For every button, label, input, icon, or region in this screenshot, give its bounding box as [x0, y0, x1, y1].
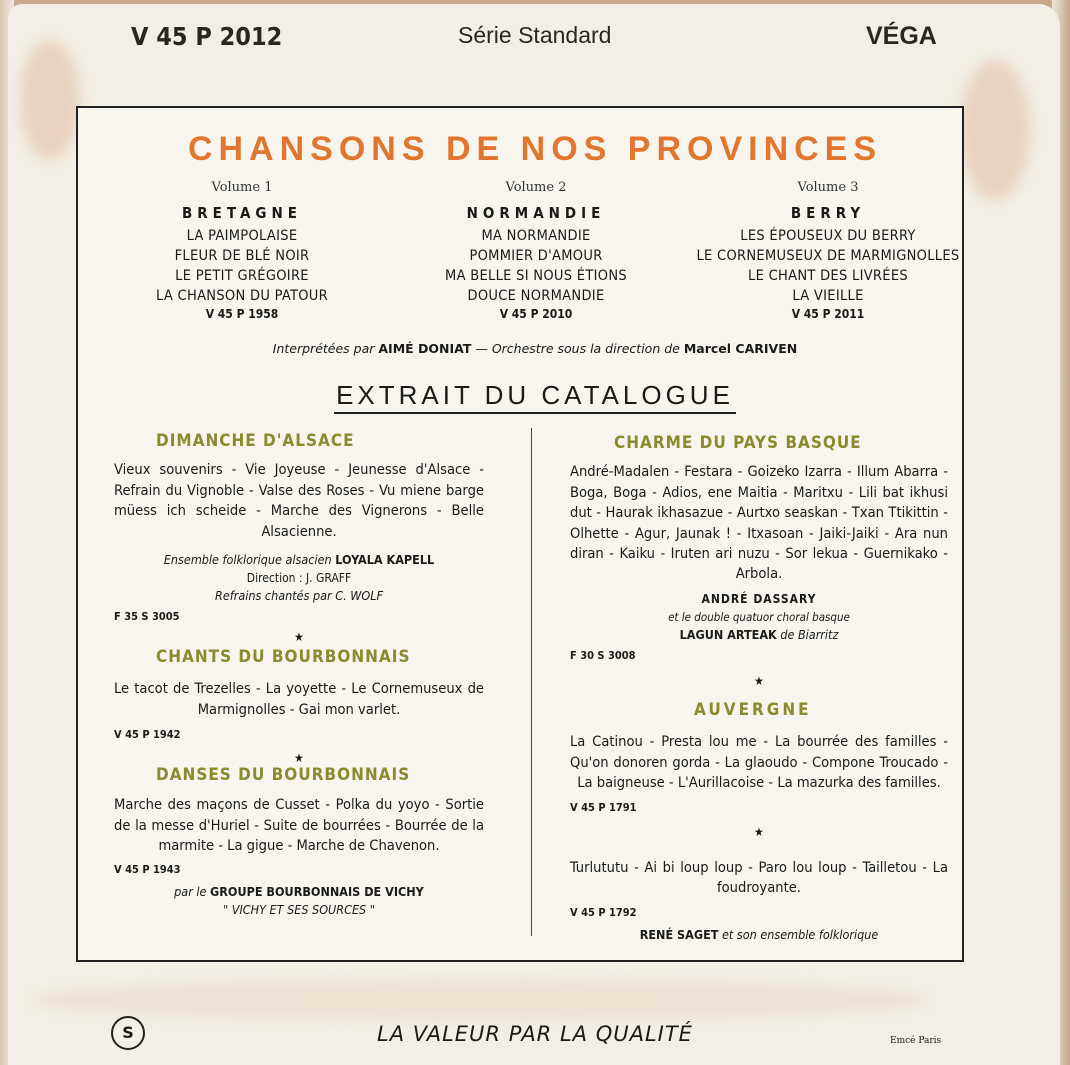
section-catalog: F 35 S 3005 — [114, 610, 180, 624]
province-name: NORMANDIE — [466, 204, 606, 222]
volume-catalog: V 45 P 1958 — [205, 307, 279, 321]
section-title: CHANTS DU BOURBONNAIS — [156, 647, 411, 667]
star-icon: ★ — [754, 673, 764, 688]
star-icon: ★ — [294, 630, 304, 645]
section-pays-basque — [570, 433, 948, 691]
ensemble-name: LAGUN ARTEAK — [679, 627, 777, 643]
vega-logo-icon: S — [111, 1016, 145, 1050]
volume-number: Volume 2 — [505, 180, 567, 195]
credit-text: et le double quatuor choral basque — [668, 610, 850, 625]
song-title: LA PAIMPOLAISE — [186, 228, 298, 244]
province-name: BERRY — [790, 204, 866, 222]
star-icon: ★ — [294, 750, 304, 765]
record-label: VÉGA — [866, 22, 937, 50]
section-text: Marche des maçons de Cusset - Polka du yoyo - Sortie de la messe d'Huriel - Suite de bourrées - Bourrée de la marmite - La gigue - Marche de Chavenon. — [114, 796, 484, 855]
artist-name: ANDRÉ DASSARY — [701, 591, 817, 606]
catalog-number: V 45 P 2012 — [131, 22, 283, 51]
singer-name: AIMÉ DONIAT — [378, 341, 472, 356]
song-title: DOUCE NORMANDIE — [467, 288, 605, 304]
section-danses-bourbonnais — [114, 765, 484, 919]
volume-number: Volume 1 — [211, 180, 273, 195]
credit-line — [114, 551, 484, 569]
song-title: LA VIEILLE — [792, 288, 864, 304]
page-title: CHANSONS DE NOS PROVINCES — [187, 130, 883, 168]
interp-mid: — Orchestre sous la direction de — [475, 341, 680, 356]
song-title: LE CORNEMUSEUX DE MARMIGNOLLES — [696, 248, 960, 264]
artist-name: RENÉ SAGET — [639, 927, 719, 943]
series-label: Série Standard — [458, 22, 612, 48]
section-catalog: V 45 P 1792 — [570, 905, 637, 919]
volume-column — [386, 180, 686, 321]
footer-slogan: LA VALEUR PAR LA QUALITÉ — [377, 1022, 693, 1046]
section-catalog: V 45 P 1943 — [114, 862, 181, 876]
star-icon: ★ — [754, 825, 764, 840]
interp-prefix: Interprétées par — [272, 341, 375, 356]
interpreters-line — [0, 341, 1070, 356]
section-catalog: F 30 S 3008 — [570, 649, 636, 663]
song-title: MA NORMANDIE — [481, 228, 591, 244]
section-text: André-Madalen - Festara - Goizeko Izarra - Illum Abarra - Boga, Boga - Adios, ene Maitia - Maritxu - Lili bat ikhusi dut - Haurak ikhasazue - Aurtxo seaskan - Txan Ttikittin - Olhette - Agur, Jaunak ! - Itxasoan - Jaiki-Jaiki - Ara nun diran - Kaiku - Iruten ari nuzu - Sor lekua - Guernikako - Arbola. — [570, 463, 948, 583]
catalog-heading — [0, 380, 1070, 411]
catalog-heading-text: EXTRAIT DU CATALOGUE — [334, 380, 736, 414]
volume-number: Volume 3 — [797, 180, 859, 195]
volume-catalog: V 45 P 2010 — [499, 307, 573, 321]
volume-column — [678, 180, 978, 321]
section-dimanche-alsace — [114, 431, 484, 648]
ensemble-name: GROUPE BOURBONNAIS DE VICHY — [210, 884, 424, 900]
conductor-name: Marcel CARIVEN — [683, 341, 798, 356]
credit-text: de Biarritz — [780, 627, 839, 643]
song-title: LE PETIT GRÉGOIRE — [175, 268, 309, 284]
credit-line — [570, 626, 948, 644]
section-title: DANSES DU BOURBONNAIS — [156, 765, 411, 785]
song-title: POMMIER D'AMOUR — [469, 248, 603, 264]
song-title: MA BELLE SI NOUS ÉTIONS — [445, 268, 627, 284]
credit-text: " VICHY ET SES SOURCES " — [223, 902, 375, 918]
section-catalog: V 45 P 1791 — [570, 800, 637, 814]
section-title: DIMANCHE D'ALSACE — [156, 431, 355, 451]
song-title: FLEUR DE BLÉ NOIR — [174, 248, 310, 264]
credit-text: Ensemble folklorique alsacien — [163, 552, 332, 568]
song-title: LES ÉPOUSEUX DU BERRY — [740, 228, 916, 244]
credit-text: par le — [174, 884, 207, 900]
volume-column — [92, 180, 392, 321]
credit-line — [114, 883, 484, 901]
section-auvergne — [570, 700, 948, 842]
section-text: La Catinou - Presta lou me - La bourrée des familles - Qu'on donoren gorda - La glaoudo - Compone Troucado - La baigneuse - L'Aurillacoise - La mazurka des familles. — [570, 733, 948, 792]
section-text: Le tacot de Trezelles - La yoyette - Le Cornemuseux de Marmignolles - Gai mon varlet. — [114, 680, 484, 718]
song-title: LA CHANSON DU PATOUR — [155, 288, 329, 304]
section-chants-bourbonnais — [114, 647, 484, 768]
section-catalog: V 45 P 1942 — [114, 728, 181, 742]
credit-text: et son ensemble folklorique — [722, 927, 879, 943]
section-title: AUVERGNE — [694, 700, 812, 720]
volume-catalog: V 45 P 2011 — [791, 307, 865, 321]
section-title: CHARME DU PAYS BASQUE — [614, 433, 862, 453]
province-name: BRETAGNE — [182, 204, 302, 222]
section-text: Vieux souvenirs - Vie Joyeuse - Jeunesse d'Alsace - Refrain du Vignoble - Valse des Roses - Vu miene barge müess ich scheide - Marche des Vignerons - Belle Alsacienne. — [114, 461, 484, 540]
section-turlututu — [570, 858, 948, 946]
song-title: LE CHANT DES LIVRÉES — [748, 268, 908, 284]
section-text: Turlututu - Ai bi loup loup - Paro lou loup - Tailletou - La foudroyante. — [570, 859, 948, 897]
credit-line — [570, 925, 948, 945]
credit-text: Direction : J. GRAFF — [246, 571, 352, 586]
ensemble-name: LOYALA KAPELL — [335, 552, 435, 568]
credit-text: Refrains chantés par C. WOLF — [215, 588, 383, 604]
stain — [30, 980, 930, 1020]
column-divider — [531, 428, 532, 936]
printer-credit: Emcé Paris — [890, 1036, 942, 1046]
